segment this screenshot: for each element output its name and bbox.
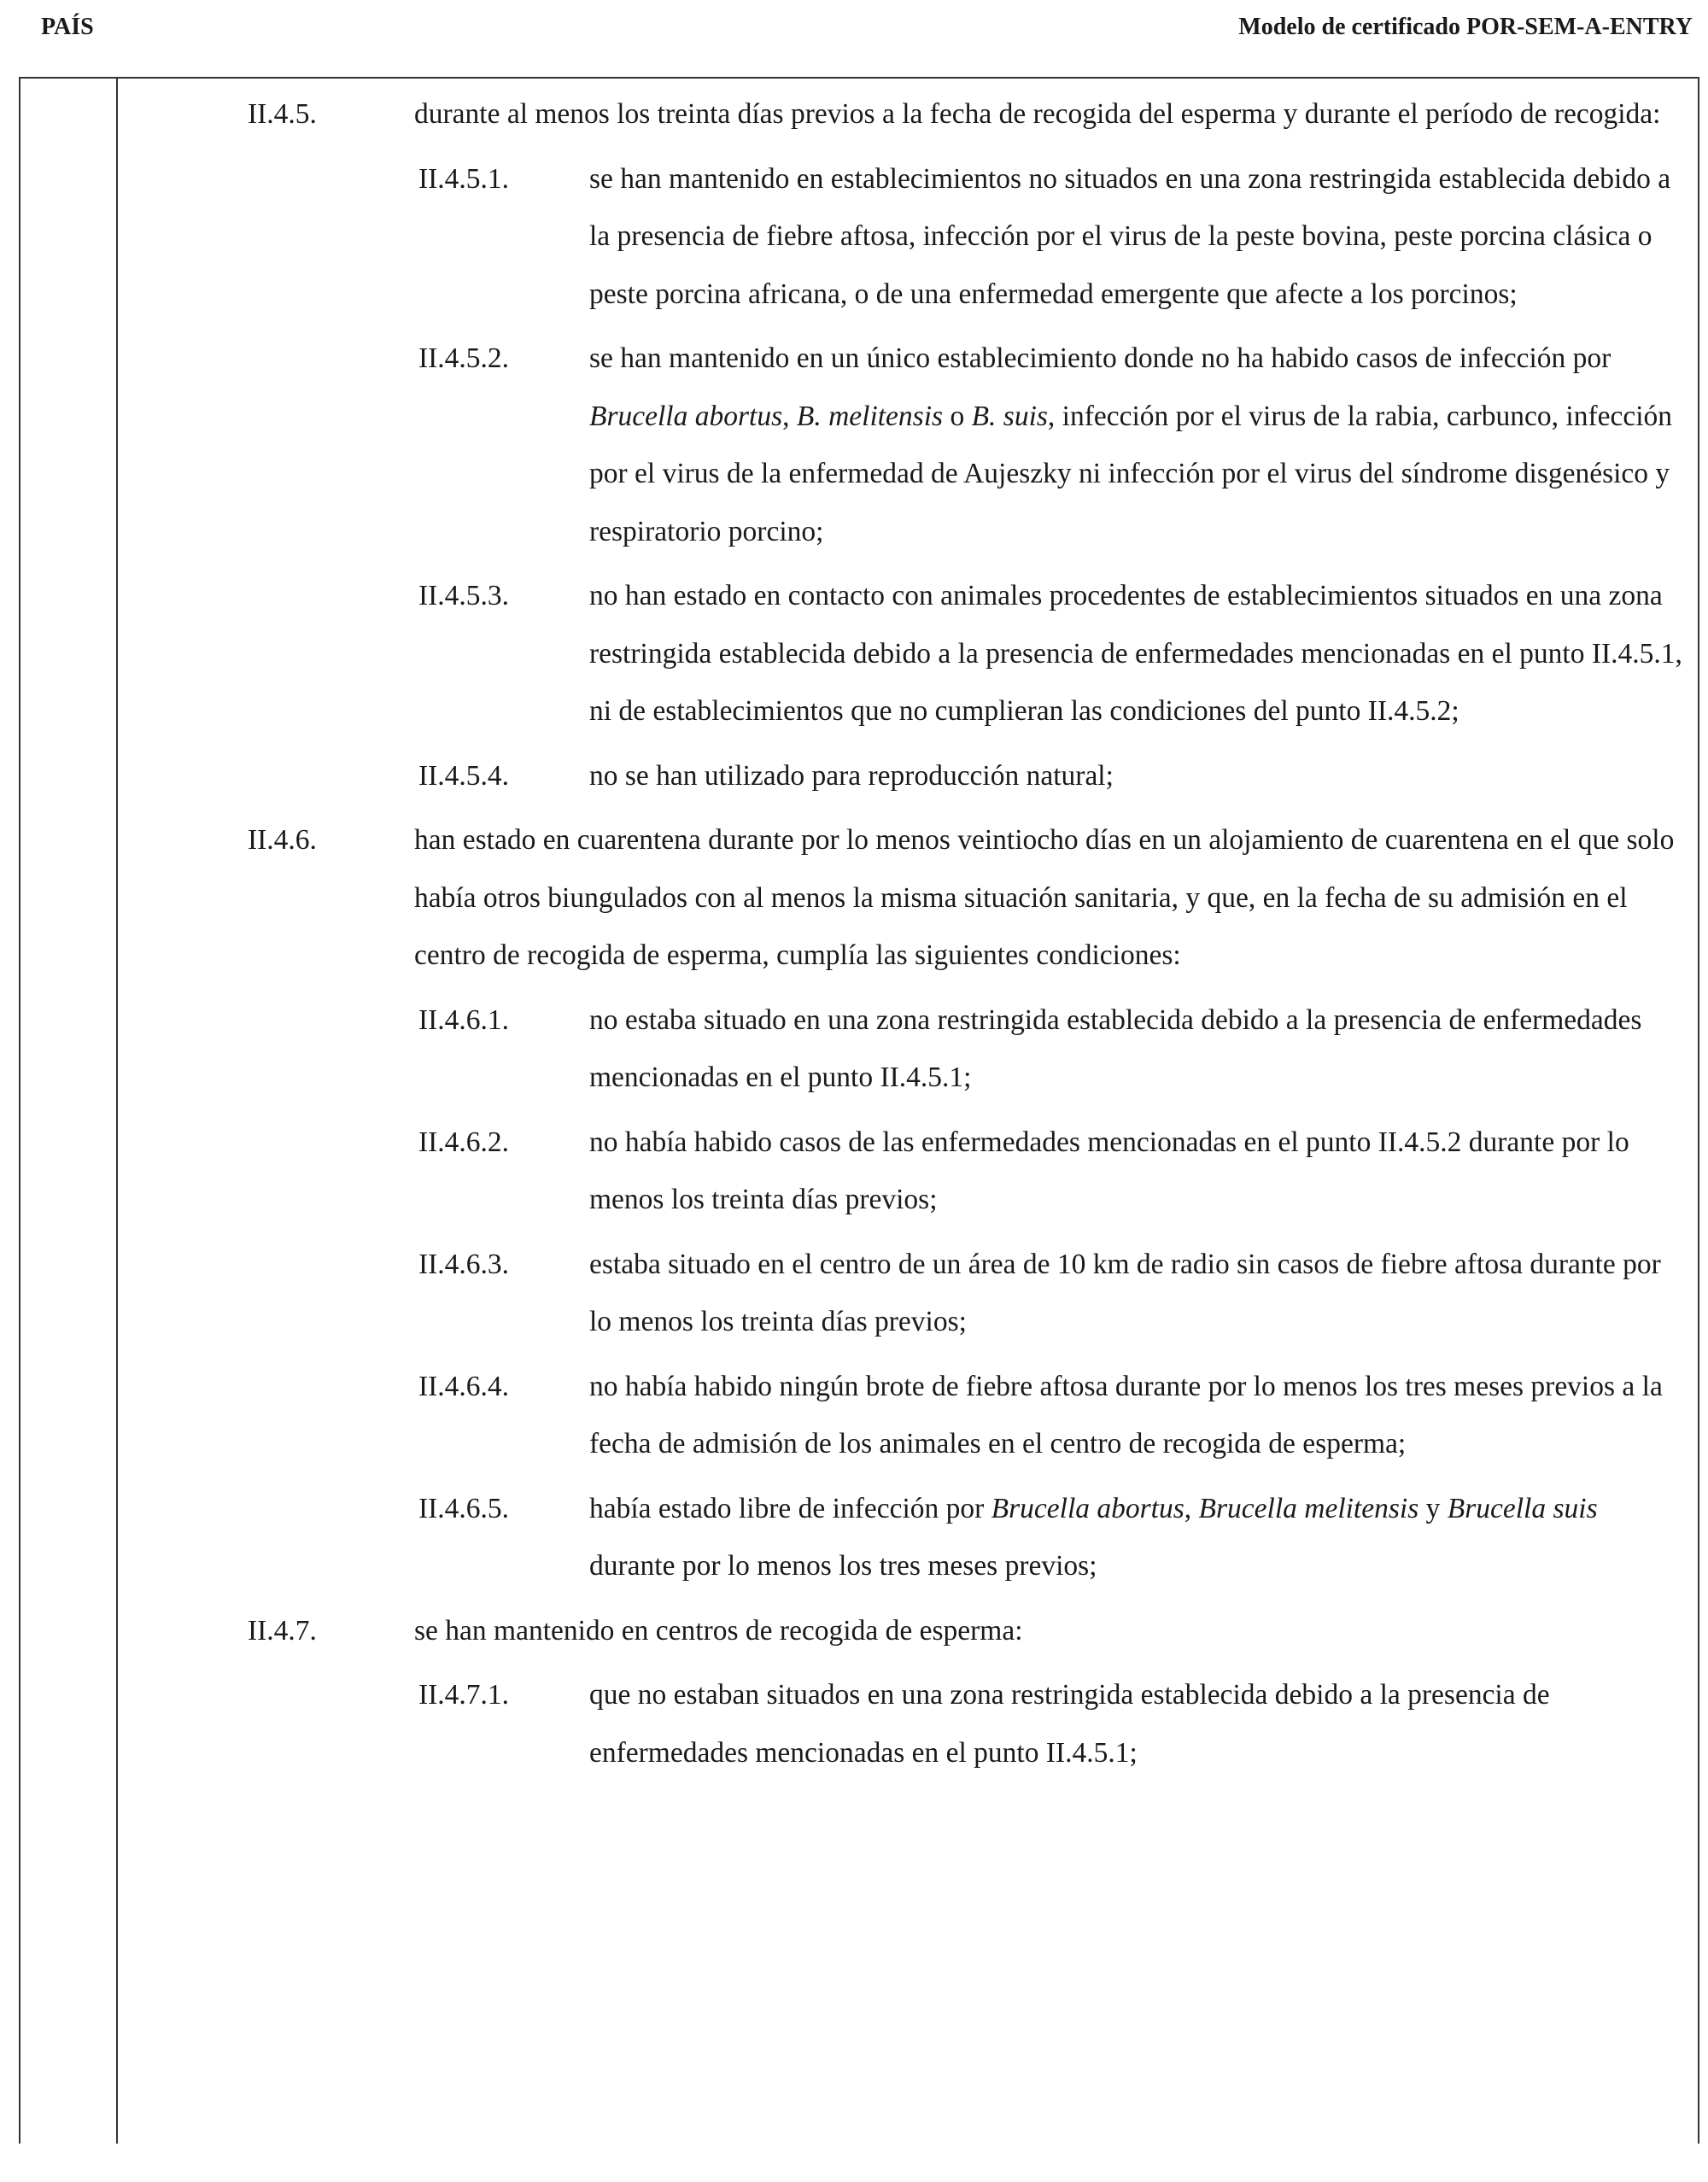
clause-ii-4-6-1 [418,992,1682,1107]
clause-number: II.4.5.3. [418,580,510,611]
clause-number: II.4.5.4. [418,759,510,792]
clause-ii-4-5-1 [418,150,1682,324]
clause-text: se han mantenido en centros de recogida de esperma: [414,1614,1023,1647]
text-part: se han mantenido en un único establecimiento donde no ha habido casos de infección por [589,342,1611,374]
clause-text [589,330,1682,560]
clause-ii-4-6-4 [418,1358,1682,1473]
species-name: B. melitensis [796,400,944,432]
species-name: Brucella abortus [991,1492,1184,1524]
clause-number: II.4.5.1. [418,162,510,195]
clause-text: no estaba situado en una zona restringida establecida debido a la presencia de enfermedades mencionadas en el punto II.4.5.1; [589,1003,1642,1093]
table-top-border [19,77,1699,79]
species-name: Brucella suis [1447,1492,1598,1524]
text-part: o [943,400,972,432]
table-left-border [19,77,20,2144]
clause-number: II.4.6.3. [418,1248,510,1280]
clause-number: II.4.6.1. [418,1003,510,1036]
text-part: durante por lo menos los tres meses previos; [589,1550,1097,1582]
clause-text: que no estaban situados en una zona restringida establecida debido a la presencia de enfermedades mencionadas en el punto II.4.5.1; [589,1679,1550,1769]
clause-ii-4-5 [248,85,1682,143]
clause-ii-4-5-4 [418,747,1682,805]
text-part: , [782,400,797,432]
table-right-border [1698,77,1699,2144]
country-label: PAÍS [41,14,94,40]
clause-text [589,1480,1682,1595]
clause-text: no había habido casos de las enfermedades mencionadas en el punto II.4.5.2 durante por lo menos los treinta días previos; [589,1126,1629,1215]
clause-ii-4-5-2 [418,330,1682,560]
clause-ii-4-5-3 [418,567,1682,740]
clause-ii-4-6 [248,811,1682,985]
clause-text: estaba situado en el centro de un área de 10 km de radio sin casos de fiebre aftosa durante por lo menos los treinta días previos; [589,1248,1661,1337]
clause-text: se han mantenido en establecimientos no situados en una zona restringida establecida debido a la presencia de fiebre aftosa, infección por el virus de la peste bovina, peste porcina clásica o peste porcina africana, o de una enfermedad emergente que afecte a los porcinos; [589,162,1671,310]
species-name: B. suis [971,400,1048,432]
clause-text: han estado en cuarentena durante por lo menos veintiocho días en un alojamiento de cuarentena en el que solo había otros biungulados con al menos la misma situación sanitaria, y que, en la fecha de su admisión en el centro de recogida de esperma, cumplía las siguientes condiciones: [414,824,1675,971]
clause-ii-4-6-5 [418,1480,1682,1595]
clause-number: II.4.5.2. [418,342,510,374]
clause-ii-4-6-2 [418,1114,1682,1229]
clause-number: II.4.6. [248,824,317,856]
clause-text: no se han utilizado para reproducción natural; [589,759,1114,792]
text-part: había estado libre de infección por [589,1492,991,1524]
clause-number: II.4.6.4. [418,1370,510,1402]
clause-number: II.4.7.1. [418,1679,510,1711]
clause-number: II.4.7. [248,1614,317,1647]
clause-number: II.4.6.5. [418,1492,510,1524]
species-name: Brucella abortus [589,400,783,432]
text-part: , [1184,1492,1199,1524]
clause-text: durante al menos los treinta días previos a la fecha de recogida del esperma y durante el período de recogida: [414,98,1661,130]
clause-text: no han estado en contacto con animales procedentes de establecimientos situados en una zona restringida establecida debido a la presencia de enfermedades mencionadas en el punto II.4.5.1, ni de establecimientos que no cumplieran las condiciones del punto II.4.5.2; [589,580,1682,727]
species-name: Brucella melitensis [1198,1492,1419,1524]
clause-text: no había habido ningún brote de fiebre aftosa durante por lo menos los tres meses previos a la fecha de admisión de los animales en el centro de recogida de esperma; [589,1370,1663,1460]
certificate-label: Modelo de certificado POR-SEM-A-ENTRY [1238,14,1693,40]
text-part: , infección por el virus de la rabia, carbunco, infección por el virus de la enfermedad de Aujeszky ni infección por el virus del síndrome disgenésico y respiratorio porcino; [589,400,1673,547]
clause-number: II.4.5. [248,98,317,130]
table-column-divider [116,77,118,2144]
clause-ii-4-7-1 [418,1666,1682,1781]
clause-ii-4-6-3 [418,1236,1682,1351]
certificate-body [248,85,1682,1788]
clause-ii-4-7 [248,1602,1682,1660]
text-part: y [1418,1492,1448,1524]
clause-number: II.4.6.2. [418,1126,510,1158]
